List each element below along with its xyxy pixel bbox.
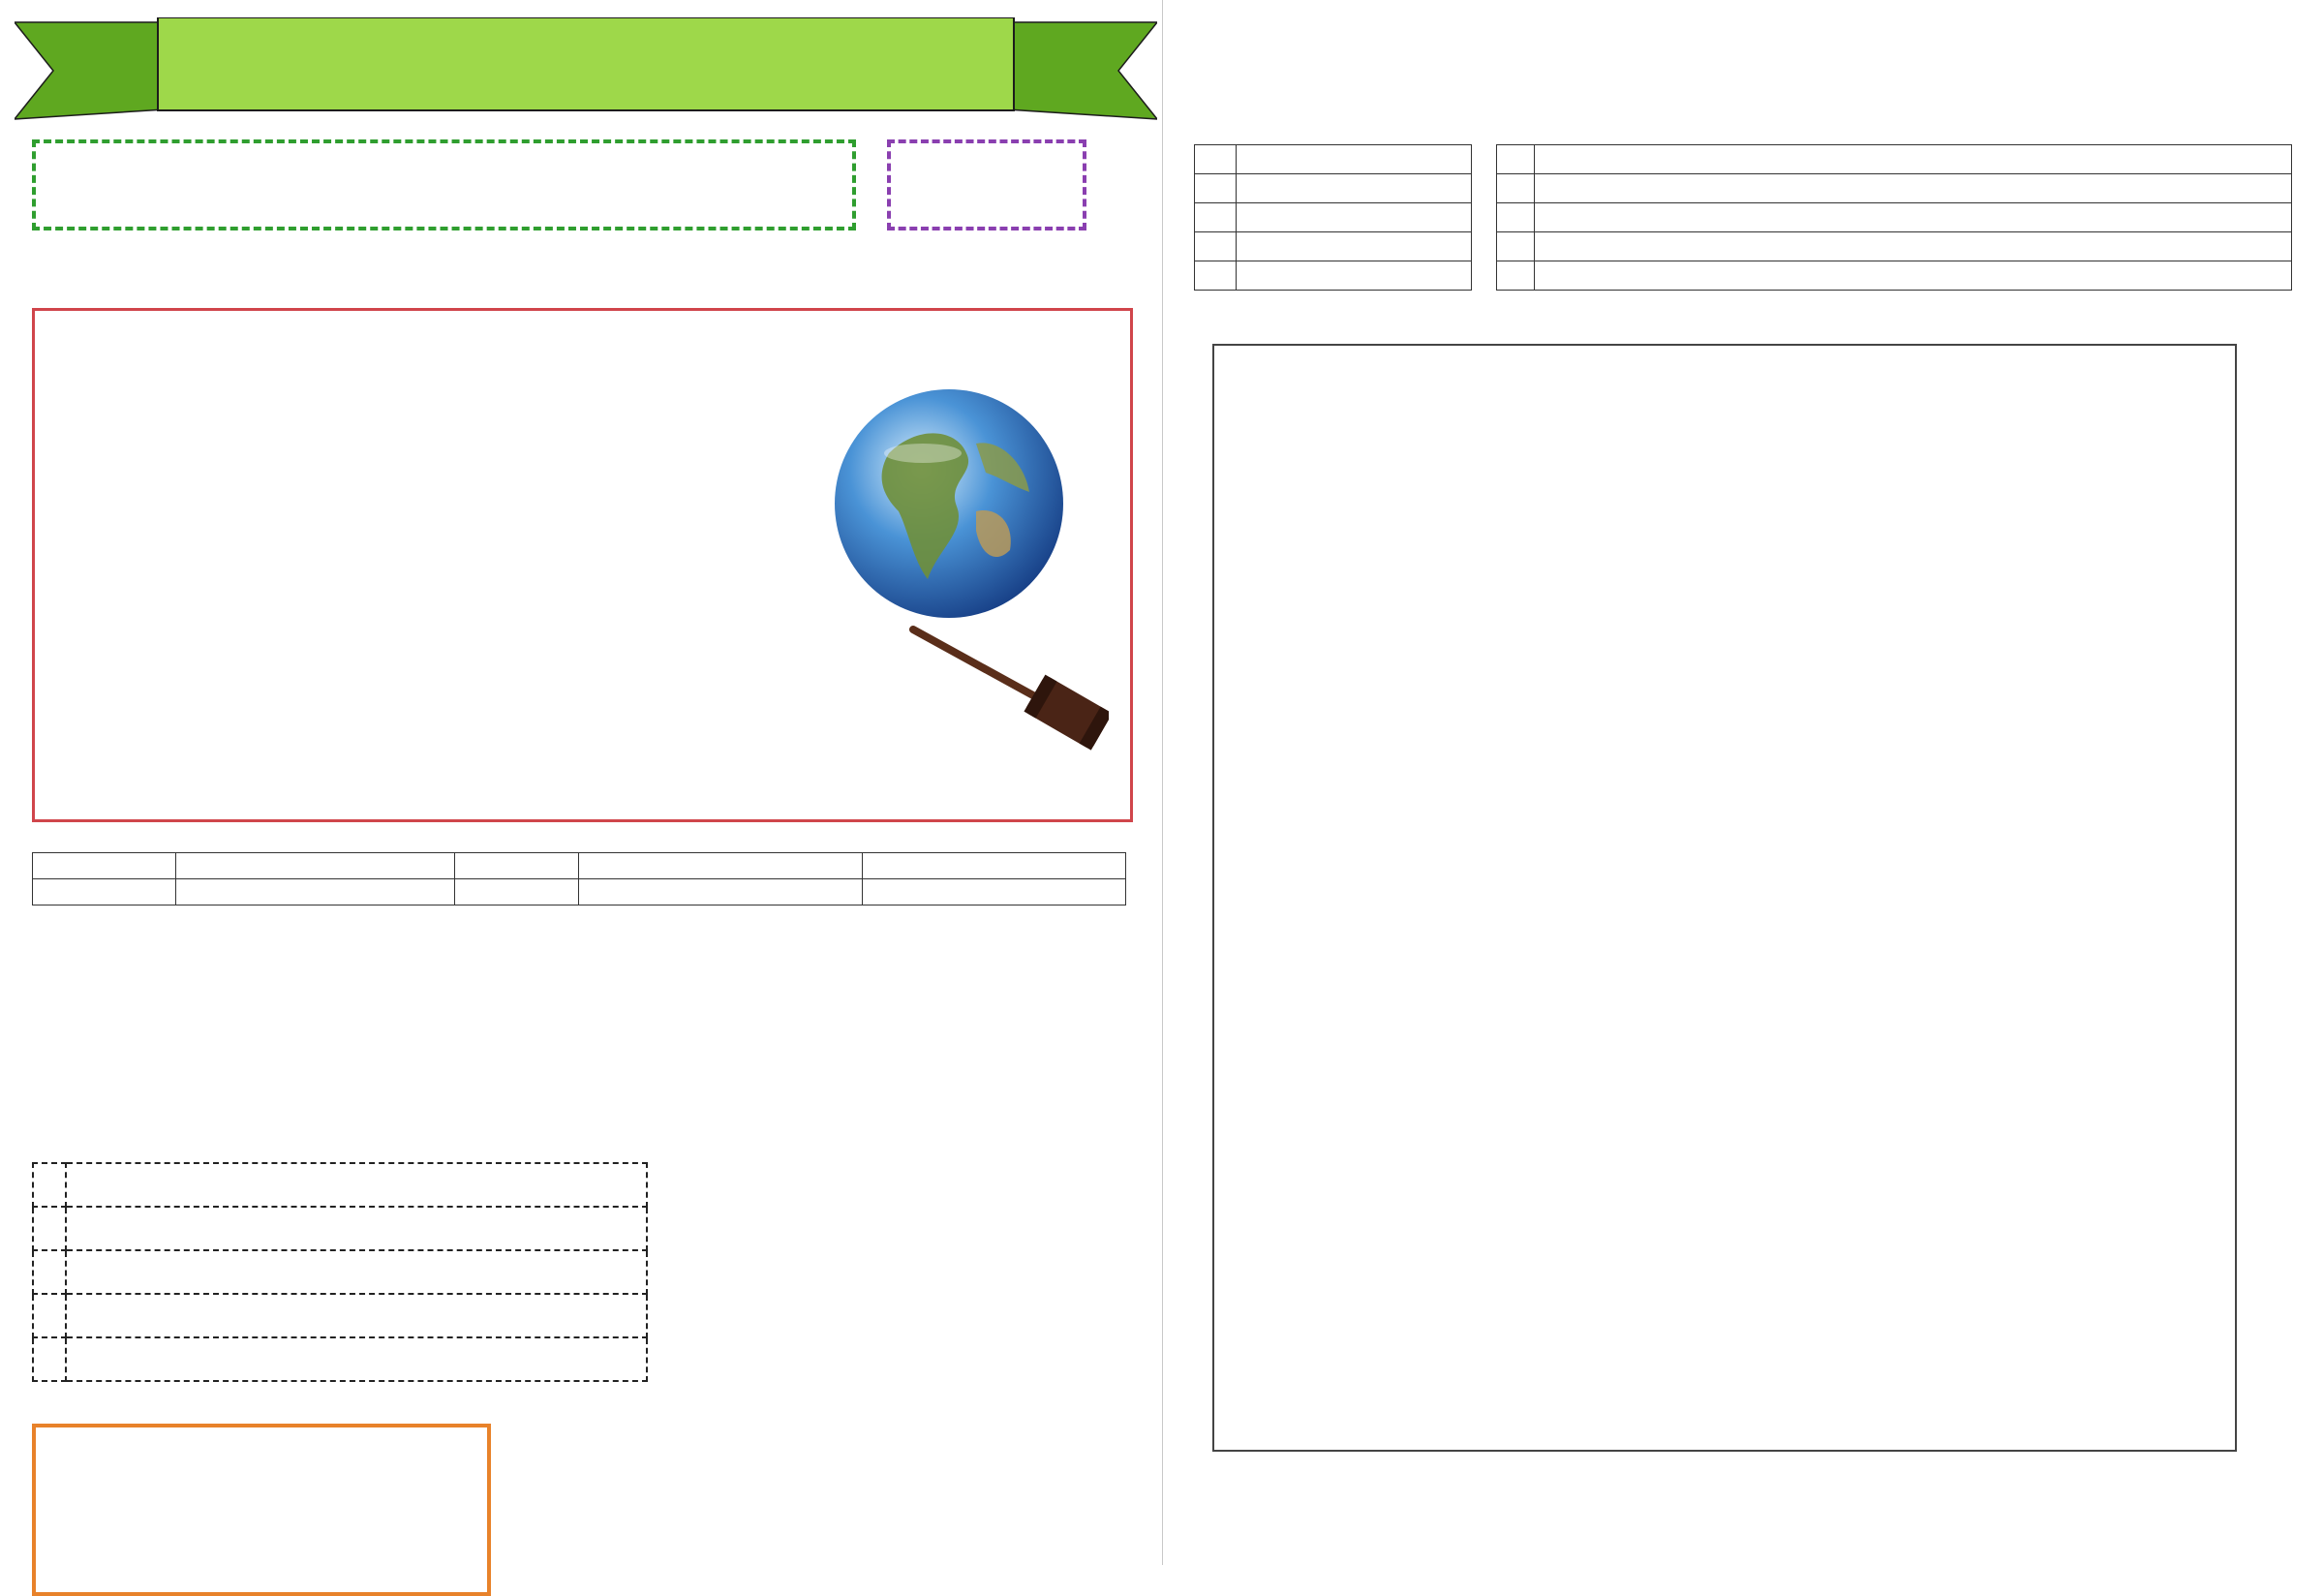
page-divider — [1162, 0, 1163, 1565]
answer-row — [33, 1337, 647, 1381]
match-term-row — [1195, 232, 1472, 261]
match-definition-row — [1497, 261, 2292, 291]
answer-field[interactable] — [66, 1294, 647, 1337]
match-term-number — [1195, 203, 1237, 232]
match-answer-field[interactable] — [1497, 145, 1535, 174]
word-bank-cell — [455, 853, 579, 879]
word-bank-cell — [579, 853, 863, 879]
answer-row-number — [33, 1337, 66, 1381]
word-bank-row — [33, 853, 1126, 879]
match-definition — [1535, 261, 2292, 291]
answer-row-number — [33, 1163, 66, 1207]
match-term — [1237, 261, 1472, 291]
word-bank-cell — [455, 879, 579, 905]
answer-row — [33, 1294, 647, 1337]
match-definition — [1535, 145, 2292, 174]
word-bank-cell — [176, 853, 455, 879]
student-info-box — [32, 139, 856, 230]
match-definition — [1535, 203, 2292, 232]
match-term-row — [1195, 145, 1472, 174]
match-answer-field[interactable] — [1497, 203, 1535, 232]
match-term-number — [1195, 232, 1237, 261]
answer-row — [33, 1207, 647, 1250]
match-definitions-table — [1496, 144, 2292, 291]
match-term-number — [1195, 261, 1237, 291]
match-term-number — [1195, 145, 1237, 174]
match-term-number — [1195, 174, 1237, 203]
match-answer-field[interactable] — [1497, 261, 1535, 291]
word-bank-cell — [579, 879, 863, 905]
section-c-box — [32, 1424, 491, 1596]
match-terms-table — [1194, 144, 1472, 291]
match-term-row — [1195, 203, 1472, 232]
match-term — [1237, 145, 1472, 174]
answer-row-number — [33, 1294, 66, 1337]
match-term-row — [1195, 174, 1472, 203]
header-banner — [15, 17, 1157, 124]
match-definition-row — [1497, 203, 2292, 232]
answer-table — [32, 1162, 648, 1382]
match-term — [1237, 232, 1472, 261]
answer-row — [33, 1163, 647, 1207]
multiple-choice-grid — [1212, 344, 2237, 1452]
match-definition-row — [1497, 145, 2292, 174]
word-bank-cell — [863, 879, 1126, 905]
gavel-icon — [905, 620, 1109, 755]
match-answer-field[interactable] — [1497, 174, 1535, 203]
match-answer-field[interactable] — [1497, 232, 1535, 261]
word-bank-cell — [863, 853, 1126, 879]
answer-row-number — [33, 1207, 66, 1250]
match-term — [1237, 174, 1472, 203]
score-box — [887, 139, 1086, 230]
answer-field[interactable] — [66, 1337, 647, 1381]
match-definition — [1535, 174, 2292, 203]
match-definition-row — [1497, 174, 2292, 203]
word-bank-table — [32, 852, 1126, 905]
globe-icon — [831, 385, 1067, 622]
answer-row — [33, 1250, 647, 1294]
answer-field[interactable] — [66, 1207, 647, 1250]
answer-field[interactable] — [66, 1250, 647, 1294]
word-bank-row — [33, 879, 1126, 905]
word-bank-cell — [33, 879, 176, 905]
answer-field[interactable] — [66, 1163, 647, 1207]
word-bank-cell — [33, 853, 176, 879]
answer-row-number — [33, 1250, 66, 1294]
match-term — [1237, 203, 1472, 232]
match-definition-row — [1497, 232, 2292, 261]
match-definition — [1535, 232, 2292, 261]
word-bank-cell — [176, 879, 455, 905]
match-term-row — [1195, 261, 1472, 291]
